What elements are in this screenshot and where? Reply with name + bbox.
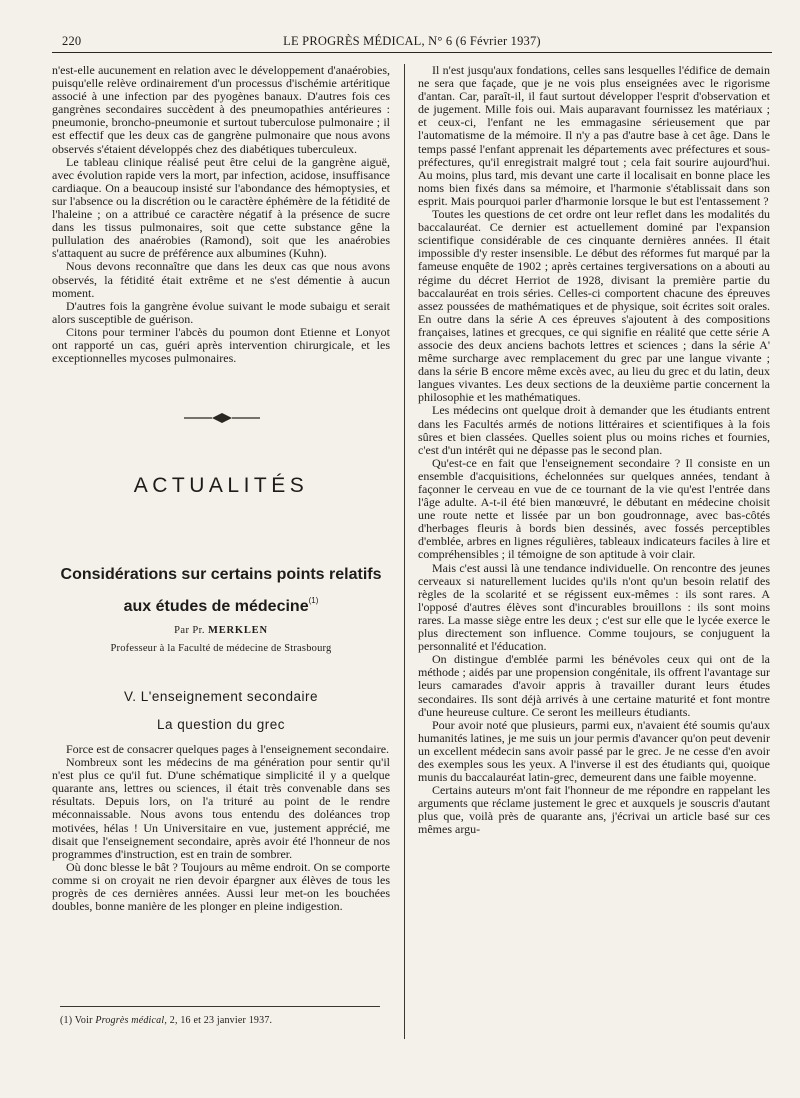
paragraph: n'est-elle aucunement en relation avec le développement d'anaérobies, puisqu'elle relève ordinairement d'un processus d'ischémie artéritique associé à une infection par des pyogènes banaux. D'autres fois ces gangrènes secondaires succèdent à des pneumopathies antérieures : pneumonie, broncho-pneumonie et surtout tuberculose pulmonaire ; il est effectif que les deux cas de gangrène pulmonaire que nous avons observés s'étaient développés chez des diabétiques tuberculeux.	[52, 63, 390, 156]
footnote-marker: (1)	[308, 596, 319, 605]
paragraph: Les médecins ont quelque droit à demander que les étudiants entrent dans les Facultés armés de notions littéraires et scientifiques à la fois sûres et bien classées. Quelles soient plus ou moins riches et fournies, c'est d'un intérêt qui ne dépasse pas le second plan.	[418, 403, 770, 457]
footnote	[60, 1015, 390, 1026]
author-name: MERKLEN	[207, 625, 268, 636]
paragraph: Il n'est jusqu'aux fondations, celles sans lesquelles l'édifice de demain ne sera que façade, que je ne vois plus enseignées avec le rigorisme d'antan. Car, paraît-il, il faut surtout développer l'esprit d'observation et de jugement. Mille fois oui. Mais auparavant fournissez les matériaux ; et ceux-ci, l'enfant ne les emmagasine sérieusement que par l'automatisme de la mémoire. Il n'y a pas d'autre base à cet âge. Dans le temps passé l'enfant apprenait les départements avec préfectures et sous-préfectures, qu'il enregistrait malgré tout ; cela fait sourire aujourd'hui. Au moins, plus tard, mis devant une carte il localisait en bonne place les noms bien fixés dans sa mémoire, et l'harmonie s'établissait dans son esprit. Mais pourquoi parler d'harmonie lorsque le but est l'entassement ?	[418, 63, 770, 208]
paragraph: Certains auteurs m'ont fait l'honneur de me répondre en rappelant les arguments que réclame justement le grec et auxquels je souscris d'autant plus que, voilà près de quarante ans, j'écrivai un article basé sur ces mêmes argu-	[418, 783, 770, 837]
subheading-topic: La question du grec	[156, 717, 286, 732]
paragraph: Où donc blesse le bât ? Toujours au même endroit. On se comporte comme si on croyait ne rien devoir épargner aux élèves de tous les progrès de ces dernières années. Aussi leur met-on les bouchées doubles, bonne manière de les plonger en pleine indigestion.	[52, 859, 390, 914]
paragraph: Pour avoir noté que plusieurs, parmi eux, n'avaient été soumis qu'aux humanités latines, je me suis un jour permis d'avancer qu'on peut devenir un excellent médecin sans avoir passé par le grec. Je ne cesse d'en avoir des exemples sous les yeux. A l'inverse il est des étudiants qui, quoique munis du baccalauréat latin-grec, demeurent dans une faible moyenne.	[418, 717, 770, 785]
paragraph: Nous devons reconnaître que dans les deux cas que nous avons observés, la fétidité était extrême et ne s'est démentie à aucun moment.	[52, 259, 390, 300]
paragraph: On distingue d'emblée parmi les bénévoles ceux qui ont de la méthode ; aidés par une propension congénitale, ils offrent l'avantage sur leurs camarades d'avoir appris à travailler durant leurs études secondaires. Ils sont déjà arrivés à une certaine maturité et font montre d'une heureuse culture. Ce seront les meilleurs étudiants.	[418, 652, 770, 719]
subheading-chapter: V. L'enseignement secondaire	[124, 689, 318, 704]
footnote-journal: Progrès médical,	[95, 1015, 168, 1026]
footnote-rule	[60, 1006, 380, 1007]
article-title	[52, 562, 390, 620]
page-number: 220	[62, 34, 82, 48]
article-title-line2	[52, 588, 390, 620]
header-rule	[52, 52, 772, 53]
paragraph: Qu'est-ce en fait que l'enseignement secondaire ? Il consiste en un ensemble d'acquisitions, échelonnées sur quelques années, tendant à façonner le cerveau en vue de ce tournant de la vie qu'est l'entrée dans l'âge adulte. A-t-il été bien manœuvré, le débutant en médecine choisit une route nette et lissée par un bon goudronnage, avec bas-côtés d'herbages fleuris à bords bien dessinés, avec fossés perceptibles d'emblée, arbres en lignes régulières, tableaux indicateurs faciles à lire et compréhensibles ; il témoigne de son aptitude à voir clair.	[418, 455, 770, 562]
paragraph: Nombreux sont les médecins de ma génération pour sentir qu'il n'est plus ce qu'il fut. D'une schématique simplicité il y a quelque quarante ans, lettres ou sciences, il était très convenable dans ses résultats. Depuis lors, on l'a trituré au point de le rendre méconnaissable. Nous avons tous entendu des doléances trop motivées, hélas ! Un Universitaire en vue, justement apprécié, me disait que l'enseignement secondaire, après avoir été l'honneur de nos programmes d'instruction, est en train de sombrer.	[52, 755, 390, 861]
article-title-line1: Considérations sur certains points relatifs	[60, 566, 382, 583]
running-title: LE PROGRÈS MÉDICAL, N° 6 (6 Février 1937)	[283, 34, 541, 48]
ornament-divider	[182, 410, 262, 426]
paragraph: Citons pour terminer l'abcès du poumon dont Etienne et Lonyot ont rapporté un cas, guéri après intervention chirurgicale, et les exceptionnelles mycoses pulmonaires.	[52, 324, 390, 366]
section-title: ACTUALITÉS	[133, 474, 309, 497]
paragraph: Force est de consacrer quelques pages à l'enseignement secondaire.	[66, 742, 390, 756]
paragraph: Toutes les questions de cet ordre ont leur reflet dans les modalités du baccalauréat. Ce dernier est actuellement dominé par l'expansion scientifique considérable de ces cinquante dernières années. Il était impossible d'y rester insensible. Le début des réformes fut marqué par la fameuse enquête de 1902 ; après certaines tergiversations on a abouti au régime du décret Herriot de 1928, divisant la première partie du baccalauréat en trois séries. Celles-ci comportent chacune des épreuves assez poussées de mathématiques et de physique, soit écrites soit orales. En outre dans la série A ces épreuves s'ajoutent à des compositions françaises, latines et grecques, ce qui signifie en réalité que cette série A associe des deux anciens bachots lettres et sciences ; dans la série A' même surcharge avec remplacement du grec par une langue vivante ; dans la série B encore même excès avec, au lieu du grec et du latin, deux langues vivantes. Les deux sections de la deuxième partie concernent la philosophie et les mathématiques.	[418, 207, 770, 405]
paragraph: Le tableau clinique réalisé peut être celui de la gangrène aiguë, avec évolution rapide vers la mort, par infection, acidose, insuffisance cardiaque. On a beaucoup insisté sur l'abondance des hémoptysies, et sur l'absence ou la discrétion ou le caractère éphémère de la fétidité de l'haleine ; on a attribué ce caractère négatif à la présence de sucre dans les tissus pulmonaires, soit que cette substance gêne la pullulation des anaérobies (Ramond), soit que les anaérobies s'attaquent au sucre de préférence aux albumines (Kuhn).	[52, 154, 390, 261]
footnote-refs: 2, 16 et 23 janvier 1937.	[169, 1015, 273, 1026]
byline-prefix: Par Pr.	[174, 625, 205, 636]
right-column	[418, 64, 770, 837]
footnote-marker-text: (1) Voir	[60, 1015, 93, 1026]
left-column-bottom	[52, 743, 390, 913]
author-affiliation: Professeur à la Faculté de médecine de Strasbourg	[110, 643, 332, 654]
byline	[52, 625, 390, 636]
column-rule	[404, 64, 405, 1039]
left-column-top	[52, 64, 390, 365]
paragraph: Mais c'est aussi là une tendance individuelle. On rencontre des jeunes cerveaux si naturellement lucides qu'ils n'ont qu'un besoin relatif des règles de la scolarité et se régissent eux-mêmes : ils sont rares. A l'opposé d'autres élèves sont d'incurables brouillons : ils sont moins rares. La masse siège entre les deux ; c'est sur elle que le lycée exerce le plus directement son influence. Comme toujours, se conjuguent la personnalité et l'éducation.	[418, 560, 770, 654]
paragraph: D'autres fois la gangrène évolue suivant le mode subaigu et serait alors susceptible de guérison.	[52, 298, 390, 326]
article-title-line2-text: aux études de médecine	[123, 598, 309, 615]
